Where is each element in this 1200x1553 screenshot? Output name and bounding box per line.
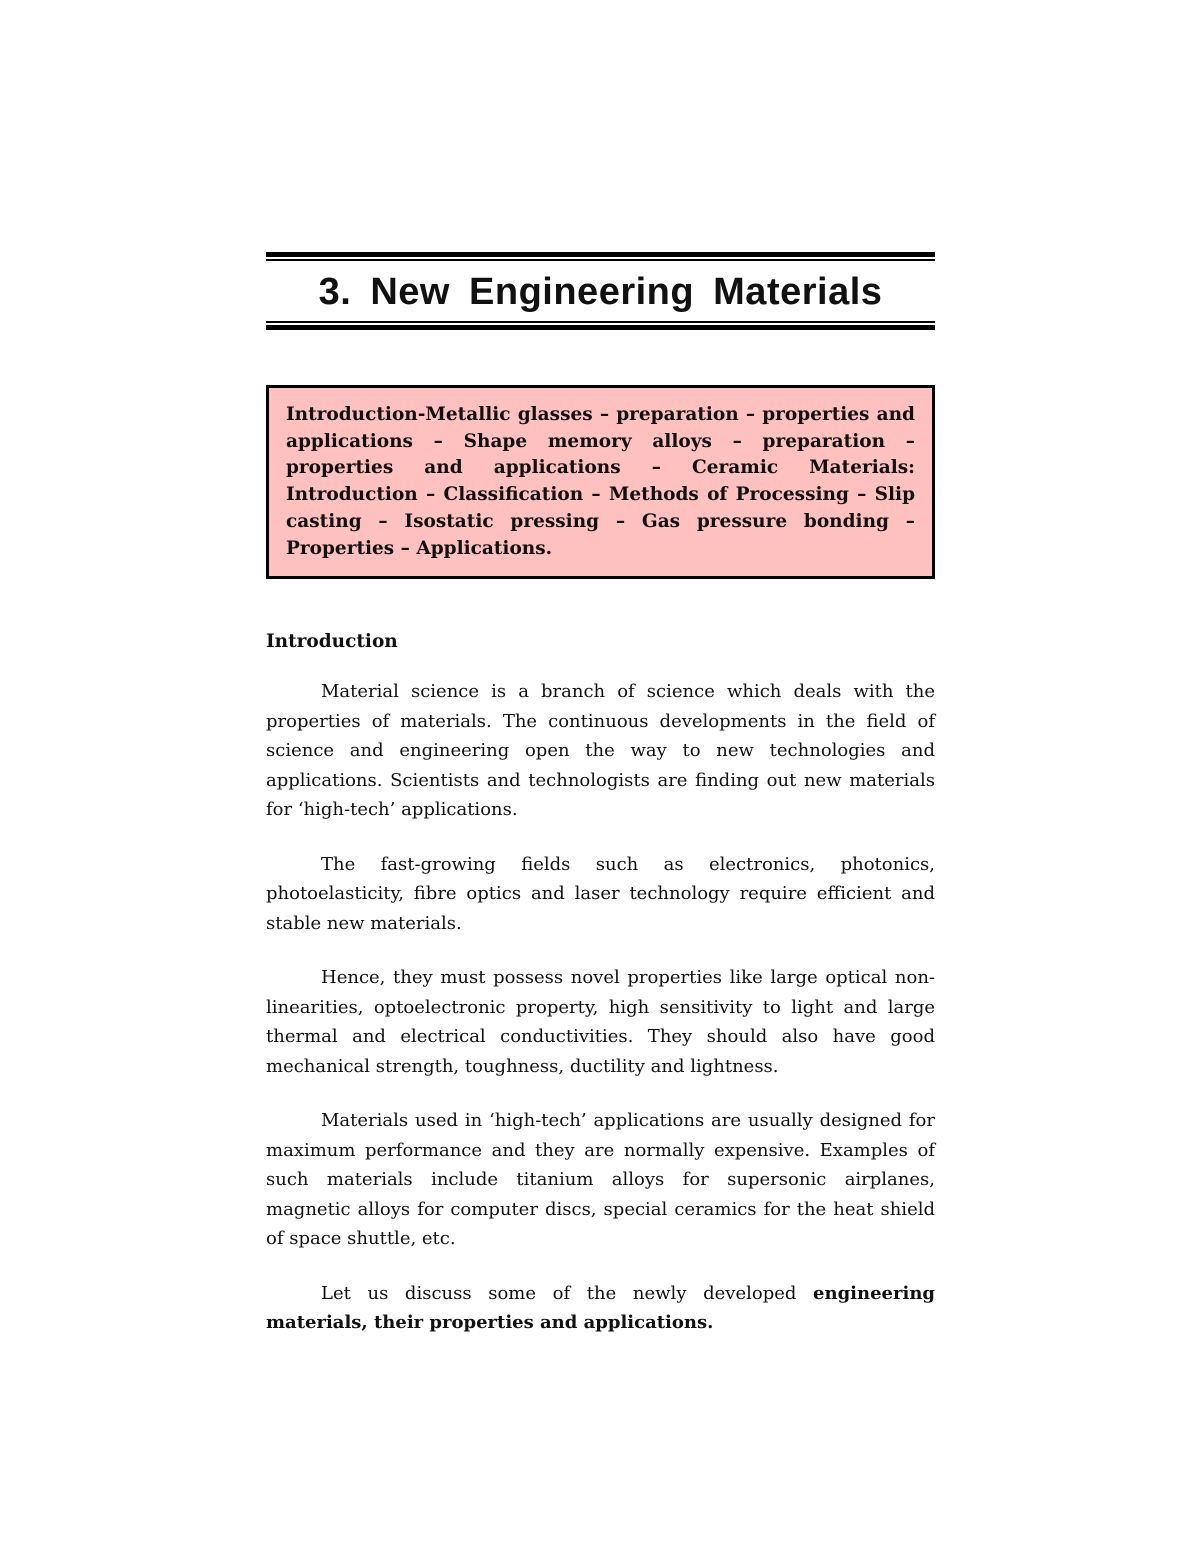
paragraph-5 — [266, 1279, 935, 1338]
paragraph-5-bold: engineering materials, their properties and applications. — [266, 1282, 935, 1334]
paragraph-4: Materials used in ‘high-tech’ applications are usually designed for maximum performance and they are normally expensive. Examples of such materials include titanium alloys for supersonic airplanes, magnetic alloys for computer discs, special ceramics for the heat shield of space shuttle, etc. — [266, 1110, 935, 1250]
paragraph-1: Material science is a branch of science which deals with the properties of materials. The continuous developments in the field of science and engineering open the way to new technologies and applications. Scientists and technologists are finding out new materials for ‘high-tech’ applications. — [266, 681, 935, 821]
page-content — [266, 252, 935, 1338]
section-heading: Introduction — [266, 631, 398, 653]
paragraph-5-plain: Let us discuss some of the newly developed — [321, 1282, 814, 1304]
chapter-title: 3. New Engineering Materials — [318, 271, 883, 313]
title-bottom-rule-thick — [266, 325, 935, 330]
title-top-rule-thin — [266, 259, 935, 261]
chapter-topics-box: Introduction-Metallic glasses – preparation – properties and applications – Shape memory alloys – preparation – properties and applications – Ceramic Materials: Introduction – Classification – Methods of Processing – Slip casting – Isostatic pressing – Gas pressure bonding – Properties – Applications. — [266, 385, 935, 579]
paragraph-2: The fast-growing fields such as electronics, photonics, photoelasticity, fibre optics and laser technology require efficient and stable new materials. — [266, 853, 935, 934]
paragraph-3: Hence, they must possess novel properties like large optical non-linearities, optoelectronic property, high sensitivity to light and large thermal and electrical conductivities. They should also have good mechanical strength, toughness, ductility and lightness. — [266, 967, 935, 1077]
